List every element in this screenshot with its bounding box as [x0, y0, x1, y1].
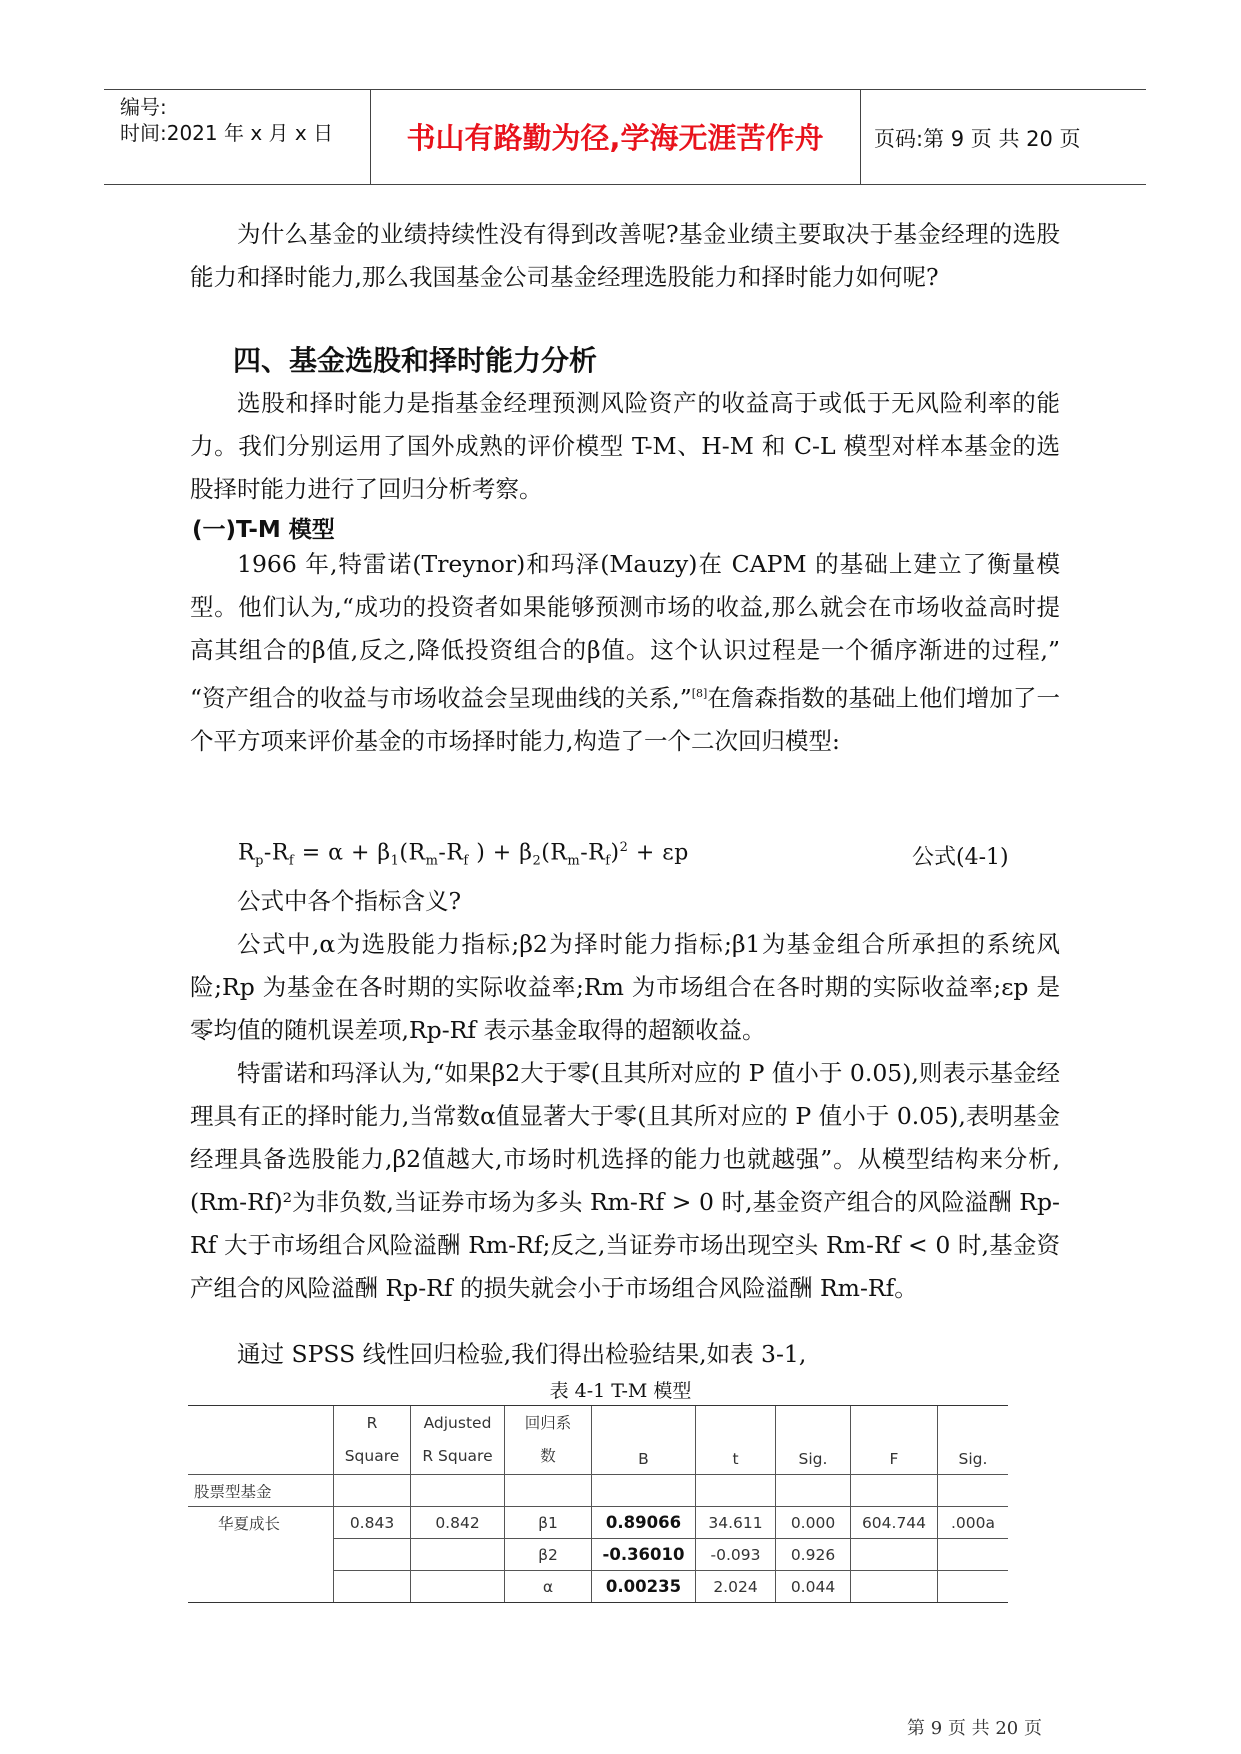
table-cell-b: -0.36010 [592, 1539, 696, 1571]
paragraph-intro: 为什么基金的业绩持续性没有得到改善呢?基金业绩主要取决于基金经理的选股能力和择时能力,那么我国基金公司基金经理选股能力和择时能力如何呢? [190, 220, 1060, 291]
tm-background-text-a: 1966 年,特雷诺(Treynor)和玛泽(Mauzy)在 CAPM 的基础上建立了衡量模型。他们认为,“成功的投资者如果能够预测市场的收益,那么就会在市场收益高时提高其组合的β值,反之,降低投资组合的β值。这个认识过程是一个循序渐进的过程,” “资产组合的收益与市场收益会呈现曲线的关系,” [190, 550, 1060, 712]
formula-label: 公式(4-1) [912, 845, 1009, 870]
table-cell-coef: β1 [505, 1507, 592, 1539]
header-page-code: 页码:第 9 页 共 20 页 [874, 127, 1081, 151]
table-caption: 表 4-1 T-M 模型 [549, 1380, 692, 1402]
table-cell-adj-r-square: 0.842 [411, 1507, 505, 1539]
tm-formula: $R_p-R_f = \alpha + \beta_1(R_m-R_f$ ) + $\beta_2(R_m-R_f)^2 + \varepsilon p$ [238, 840, 689, 869]
table-cell-t: 34.611 [696, 1507, 776, 1539]
table-group-label: 股票型基金 [188, 1475, 334, 1507]
table-fund-name: 华夏成长 [188, 1507, 334, 1539]
paragraph-question: 公式中各个指标含义? [237, 887, 462, 915]
table-header-r-square: R Square [334, 1406, 411, 1475]
table-header-t: t [696, 1406, 776, 1475]
paragraph-tm-background [190, 543, 1060, 763]
paragraph-variables: 公式中,α为选股能力指标;β2为择时能力指标;β1为基金组合所承担的系统风险;Rp 为基金在各时期的实际收益率;Rm 为市场组合在各时期的实际收益率;εp 是零均值的随机误差项,Rp-Rf 表示基金取得的超额收益。 [190, 930, 1060, 1044]
table-header-f: F [851, 1406, 938, 1475]
regression-table [188, 1405, 1008, 1603]
table-header-blank [188, 1406, 334, 1475]
table-cell-sig: 0.044 [776, 1571, 851, 1603]
subsection-title: (一)T-M 模型 [192, 517, 335, 543]
table-cell-b: 0.00235 [592, 1571, 696, 1603]
table-cell-r-square: 0.843 [334, 1507, 411, 1539]
table-row [188, 1475, 1008, 1507]
paragraph-spss: 通过 SPSS 线性回归检验,我们得出检验结果,如表 3-1, [237, 1340, 807, 1368]
doc-number-label: 编号: [120, 95, 167, 119]
section-title: 四、基金选股和择时能力分析 [233, 344, 598, 377]
page-footer: 第 9 页 共 20 页 [907, 1718, 1042, 1739]
table-cell-sig: 0.926 [776, 1539, 851, 1571]
table-header-sig: Sig. [776, 1406, 851, 1475]
table-header-sig2: Sig. [938, 1406, 1009, 1475]
table-header-adjusted: Adjusted R Square [411, 1406, 505, 1475]
header-divider [860, 90, 861, 184]
paragraph-interpretation: 特雷诺和玛泽认为,“如果β2大于零(且其所对应的 P 值小于 0.05),则表示基金经理具有正的择时能力,当常数α值显著大于零(且其所对应的 P 值小于 0.05),表明基金经理具备选股能力,β2值越大,市场时机选择的能力也就越强”。从模型结构来分析,(Rm-Rf)²为非负数,当证券市场为多头 Rm-Rf > 0 时,基金资产组合的风险溢酬 Rp-Rf 大于市场组合风险溢酬 Rm-Rf;反之,当证券市场出现空头 Rm-Rf < 0 时,基金资产组合的风险溢酬 Rp-Rf 的损失就会小于市场组合风险溢酬 Rm-Rf。 [190, 1059, 1060, 1302]
table-row [188, 1539, 1008, 1571]
table-cell-b: 0.89066 [592, 1507, 696, 1539]
table-cell-coef: β2 [505, 1539, 592, 1571]
citation-ref: [8] [691, 687, 708, 700]
table-header-row [188, 1406, 1008, 1475]
table-cell-f-sig: .000a [938, 1507, 1009, 1539]
table-cell-t: 2.024 [696, 1571, 776, 1603]
tm-background-text-b: 在詹森指数的基础上他们增加了一个平方项来评价基金的市场择时能力,构造了一个二次回归模型: [190, 683, 1060, 755]
table-row [188, 1571, 1008, 1603]
table-header-b: B [592, 1406, 696, 1475]
header-motto: 书山有路勤为径,学海无涯苦作舟 [406, 121, 824, 155]
table-cell-f: 604.744 [851, 1507, 938, 1539]
table-row [188, 1507, 1008, 1539]
table-header-coef: 回归系 数 [505, 1406, 592, 1475]
doc-time-label: 时间:2021 年 x 月 x 日 [120, 121, 334, 145]
paragraph-definition: 选股和择时能力是指基金经理预测风险资产的收益高于或低于无风险利率的能力。我们分别运用了国外成熟的评价模型 T-M、H-M 和 C-L 模型对样本基金的选股择时能力进行了回归分析考察。 [190, 389, 1060, 503]
table-cell-coef: α [505, 1571, 592, 1603]
table-cell-sig: 0.000 [776, 1507, 851, 1539]
table-cell-t: -0.093 [696, 1539, 776, 1571]
header-meta [120, 94, 333, 146]
page-header [104, 89, 1146, 185]
